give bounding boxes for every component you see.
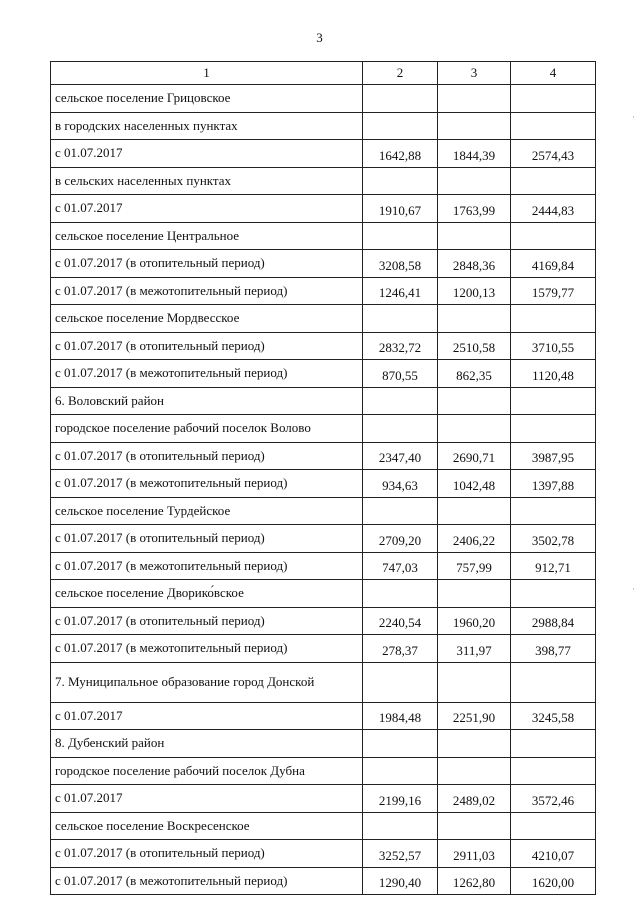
header-cell-1: 1	[51, 62, 363, 85]
table-row	[51, 277, 596, 305]
value-cell-col4: 2988,84	[511, 607, 596, 635]
value-cell-col3	[438, 222, 511, 250]
table-row	[51, 840, 596, 868]
value-cell-col4	[511, 580, 596, 608]
value-cell-col4: 1120,48	[511, 360, 596, 388]
value-cell-col3: 2510,58	[438, 332, 511, 360]
value-cell-col4: 1397,88	[511, 470, 596, 498]
header-cell-2: 2	[363, 62, 438, 85]
value-cell-col3	[438, 305, 511, 333]
table-row	[51, 470, 596, 498]
value-cell-col4	[511, 497, 596, 525]
value-cell-col2	[363, 305, 438, 333]
value-cell-col4: 2574,43	[511, 140, 596, 168]
row-label: с 01.07.2017 (в отопительный период)	[51, 525, 363, 553]
value-cell-col2: 1910,67	[363, 195, 438, 223]
value-cell-col2: 1290,40	[363, 867, 438, 895]
value-cell-col3	[438, 415, 511, 443]
value-cell-col3: 311,97	[438, 635, 511, 663]
value-cell-col3: 1960,20	[438, 607, 511, 635]
value-cell-col3: 862,35	[438, 360, 511, 388]
value-cell-col2	[363, 730, 438, 758]
value-cell-col4	[511, 757, 596, 785]
value-cell-col3: 757,99	[438, 552, 511, 580]
table-row	[51, 867, 596, 895]
value-cell-col4: 3987,95	[511, 442, 596, 470]
value-cell-col3	[438, 812, 511, 840]
value-cell-col3: 1844,39	[438, 140, 511, 168]
value-cell-col2	[363, 497, 438, 525]
value-cell-col2	[363, 85, 438, 113]
row-label: 6. Воловский район	[51, 387, 363, 415]
row-label: 7. Муниципальное образование город Донской	[51, 662, 363, 702]
value-cell-col3: 1042,48	[438, 470, 511, 498]
value-cell-col2: 870,55	[363, 360, 438, 388]
value-cell-col2: 2240,54	[363, 607, 438, 635]
value-cell-col4: 398,77	[511, 635, 596, 663]
table-row	[51, 167, 596, 195]
value-cell-col4: 2444,83	[511, 195, 596, 223]
value-cell-col3: 2848,36	[438, 250, 511, 278]
header-cell-3: 3	[438, 62, 511, 85]
value-cell-col2: 3208,58	[363, 250, 438, 278]
table-row	[51, 702, 596, 730]
value-cell-col3: 1763,99	[438, 195, 511, 223]
row-label: городское поселение рабочий поселок Дубна	[51, 757, 363, 785]
value-cell-col2: 2709,20	[363, 525, 438, 553]
value-cell-col2	[363, 812, 438, 840]
table-row	[51, 757, 596, 785]
value-cell-col3	[438, 112, 511, 140]
value-cell-col4: 1620,00	[511, 867, 596, 895]
value-cell-col2	[363, 662, 438, 702]
row-label: сельское поселение Мордвесское	[51, 305, 363, 333]
row-label: с 01.07.2017	[51, 195, 363, 223]
row-label: с 01.07.2017 (в межотопительный период)	[51, 867, 363, 895]
page-number: 3	[316, 30, 323, 45]
value-cell-col2: 278,37	[363, 635, 438, 663]
value-cell-col3: 1262,80	[438, 867, 511, 895]
value-cell-col2: 2199,16	[363, 785, 438, 813]
row-label: с 01.07.2017 (в отопительный период)	[51, 442, 363, 470]
row-label: с 01.07.2017 (в отопительный период)	[51, 332, 363, 360]
table-row	[51, 607, 596, 635]
table-row	[51, 250, 596, 278]
value-cell-col2	[363, 580, 438, 608]
table-row	[51, 140, 596, 168]
table-row	[51, 812, 596, 840]
row-label: с 01.07.2017 (в межотопительный период)	[51, 360, 363, 388]
value-cell-col4	[511, 730, 596, 758]
table-row	[51, 222, 596, 250]
value-cell-col2: 3252,57	[363, 840, 438, 868]
value-cell-col4	[511, 112, 596, 140]
value-cell-col3	[438, 497, 511, 525]
table-row	[51, 785, 596, 813]
value-cell-col2: 2347,40	[363, 442, 438, 470]
value-cell-col4	[511, 222, 596, 250]
row-label: с 01.07.2017 (в межотопительный период)	[51, 277, 363, 305]
table-row	[51, 195, 596, 223]
value-cell-col2	[363, 167, 438, 195]
table-row	[51, 360, 596, 388]
table-row	[51, 112, 596, 140]
value-cell-col2	[363, 415, 438, 443]
value-cell-col3	[438, 580, 511, 608]
value-cell-col4: 4169,84	[511, 250, 596, 278]
value-cell-col2	[363, 757, 438, 785]
value-cell-col4: 3710,55	[511, 332, 596, 360]
table-body	[51, 85, 596, 895]
row-label: с 01.07.2017 (в межотопительный период)	[51, 470, 363, 498]
row-label: сельское поселение Турдейское	[51, 497, 363, 525]
value-cell-col3	[438, 387, 511, 415]
row-label: сельское поселение Центральное	[51, 222, 363, 250]
row-label: сельское поселение Воскресенское	[51, 812, 363, 840]
header-row	[51, 62, 596, 85]
value-cell-col3: 2690,71	[438, 442, 511, 470]
table-row	[51, 85, 596, 113]
row-label: с 01.07.2017 (в отопительный период)	[51, 840, 363, 868]
table-row	[51, 305, 596, 333]
value-cell-col3: 1200,13	[438, 277, 511, 305]
value-cell-col4	[511, 662, 596, 702]
value-cell-col3	[438, 730, 511, 758]
row-label: с 01.07.2017	[51, 702, 363, 730]
value-cell-col2	[363, 112, 438, 140]
table-row	[51, 387, 596, 415]
table-row	[51, 442, 596, 470]
value-cell-col4	[511, 305, 596, 333]
tariff-table	[50, 61, 596, 895]
value-cell-col3: 2489,02	[438, 785, 511, 813]
value-cell-col3: 2911,03	[438, 840, 511, 868]
value-cell-col4: 3245,58	[511, 702, 596, 730]
value-cell-col2: 1984,48	[363, 702, 438, 730]
value-cell-col3: 2406,22	[438, 525, 511, 553]
value-cell-col4: 3572,46	[511, 785, 596, 813]
value-cell-col4: 3502,78	[511, 525, 596, 553]
value-cell-col2	[363, 222, 438, 250]
value-cell-col4	[511, 812, 596, 840]
table-row	[51, 635, 596, 663]
table-row	[51, 525, 596, 553]
scan-mark: ·	[632, 112, 635, 122]
table-row	[51, 497, 596, 525]
row-label: 8. Дубенский район	[51, 730, 363, 758]
row-label: с 01.07.2017 (в отопительный период)	[51, 607, 363, 635]
table-row	[51, 730, 596, 758]
value-cell-col2: 934,63	[363, 470, 438, 498]
table-row	[51, 580, 596, 608]
value-cell-col2: 1642,88	[363, 140, 438, 168]
row-label: с 01.07.2017 (в межотопительный период)	[51, 635, 363, 663]
row-label: в городских населенных пунктах	[51, 112, 363, 140]
value-cell-col4	[511, 387, 596, 415]
value-cell-col4: 912,71	[511, 552, 596, 580]
value-cell-col4	[511, 167, 596, 195]
row-label: сельское поселение Грицовское	[51, 85, 363, 113]
value-cell-col3	[438, 757, 511, 785]
scan-mark: ·	[632, 584, 635, 594]
row-label: с 01.07.2017	[51, 785, 363, 813]
value-cell-col2: 1246,41	[363, 277, 438, 305]
row-label: городское поселение рабочий поселок Волово	[51, 415, 363, 443]
value-cell-col4	[511, 415, 596, 443]
value-cell-col2: 747,03	[363, 552, 438, 580]
row-label: сельское поселение Дворико́вское	[51, 580, 363, 608]
row-label: с 01.07.2017 (в отопительный период)	[51, 250, 363, 278]
value-cell-col4: 1579,77	[511, 277, 596, 305]
value-cell-col2: 2832,72	[363, 332, 438, 360]
table-row	[51, 662, 596, 702]
value-cell-col2	[363, 387, 438, 415]
value-cell-col3	[438, 167, 511, 195]
value-cell-col4: 4210,07	[511, 840, 596, 868]
table-row	[51, 552, 596, 580]
row-label: с 01.07.2017	[51, 140, 363, 168]
value-cell-col3	[438, 85, 511, 113]
value-cell-col4	[511, 85, 596, 113]
value-cell-col3: 2251,90	[438, 702, 511, 730]
table-row	[51, 332, 596, 360]
row-label: в сельских населенных пунктах	[51, 167, 363, 195]
row-label: с 01.07.2017 (в межотопительный период)	[51, 552, 363, 580]
table-row	[51, 415, 596, 443]
value-cell-col3	[438, 662, 511, 702]
header-cell-4: 4	[511, 62, 596, 85]
